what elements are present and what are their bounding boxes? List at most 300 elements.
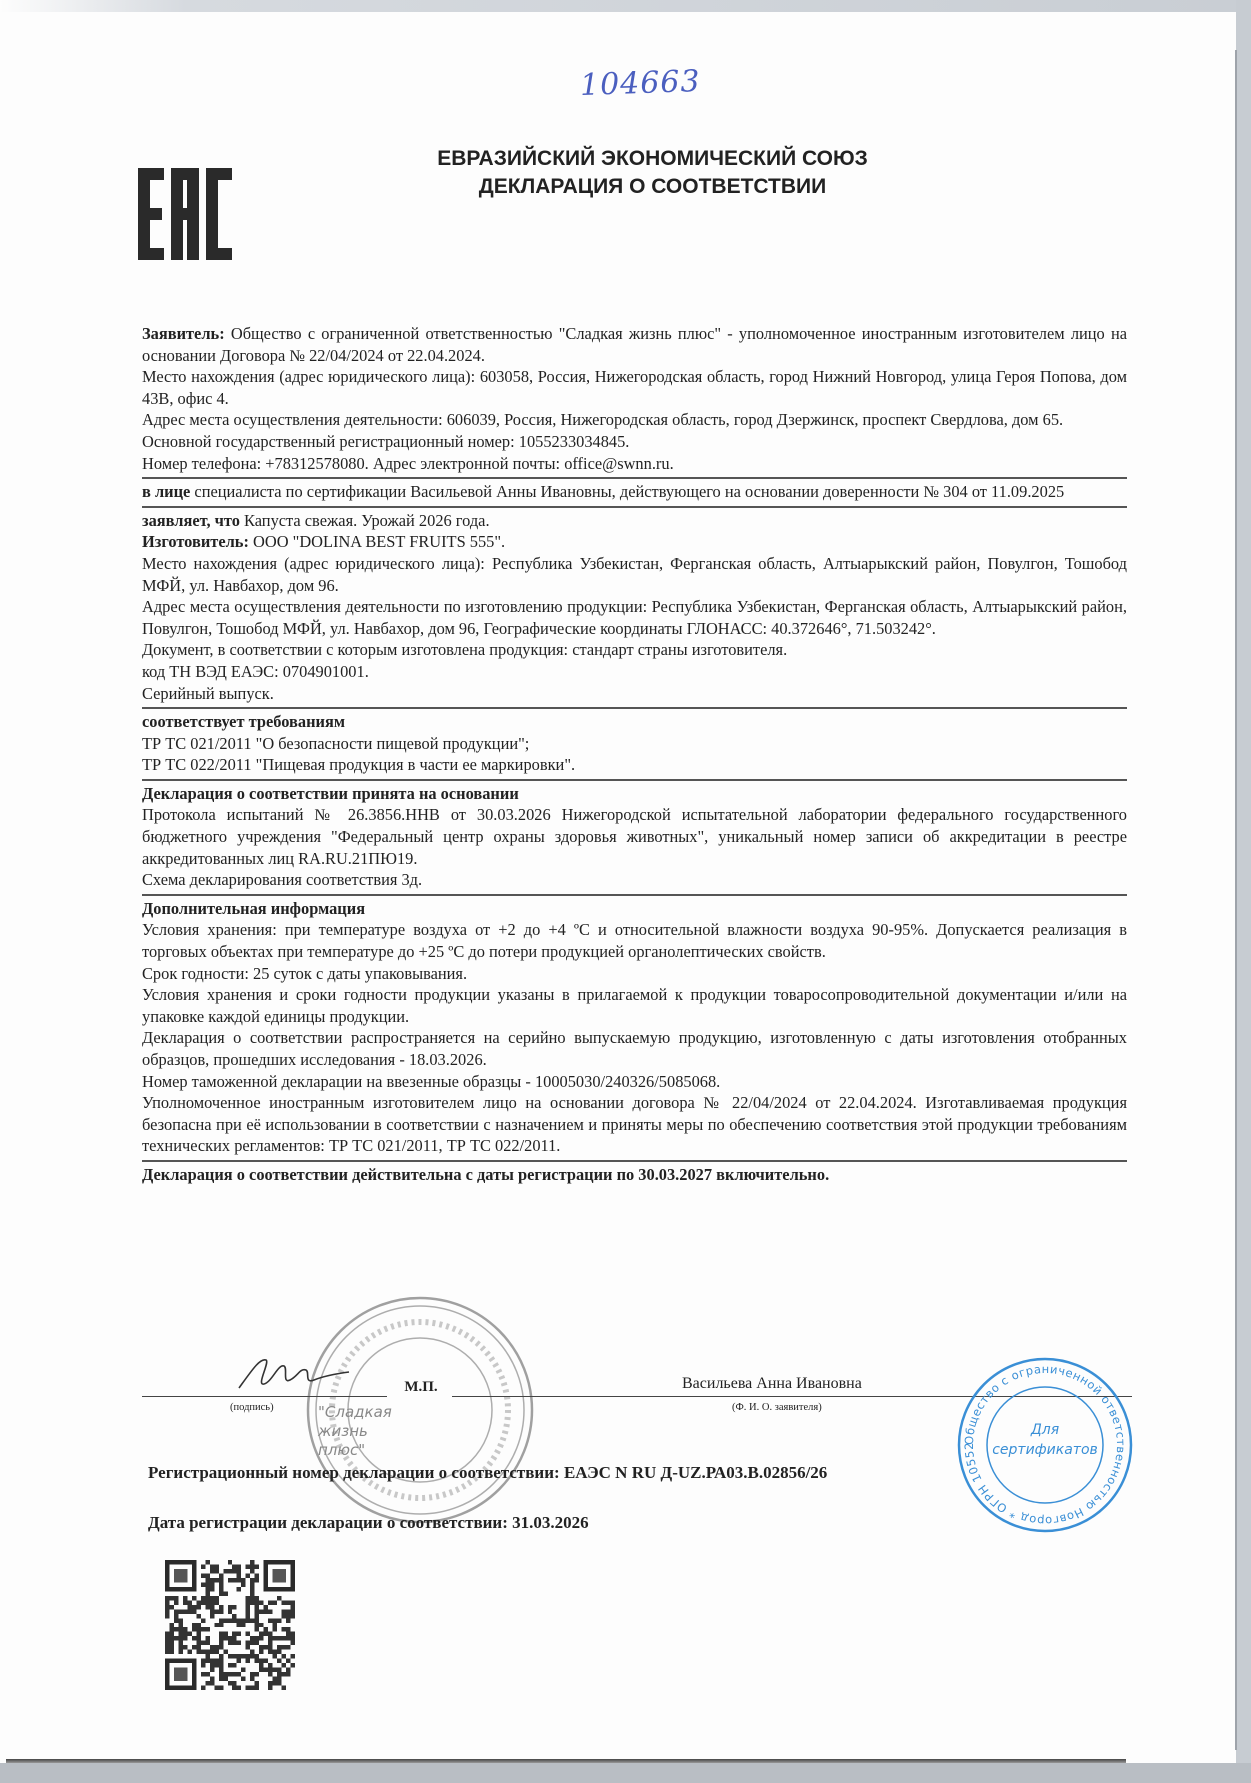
qr-module [277, 1677, 281, 1681]
qr-module [219, 1686, 223, 1690]
qr-module [237, 1564, 241, 1568]
qr-module [255, 1578, 259, 1582]
name-caption: (Ф. И. О. заявителя) [732, 1402, 822, 1413]
qr-module [268, 1636, 272, 1640]
requirements-label [142, 711, 1127, 733]
qr-module [268, 1686, 272, 1690]
qr-module [291, 1654, 295, 1658]
qr-module [246, 1632, 250, 1636]
qr-module [259, 1636, 263, 1640]
qr-module [210, 1578, 214, 1582]
qr-module [286, 1618, 290, 1622]
qr-module [255, 1573, 259, 1577]
qr-module [165, 1609, 169, 1613]
qr-module [214, 1623, 218, 1627]
qr-module [214, 1650, 218, 1654]
qr-module [205, 1591, 209, 1595]
qr-module [178, 1627, 182, 1631]
qr-module [214, 1663, 218, 1667]
qr-module [196, 1605, 200, 1609]
qr-module [228, 1663, 232, 1667]
qr-module [196, 1623, 200, 1627]
qr-module [277, 1636, 281, 1640]
representative-label: в лице [142, 482, 191, 502]
qr-module [214, 1600, 218, 1604]
qr-module [183, 1636, 187, 1640]
qr-module [205, 1596, 209, 1600]
qr-module [183, 1609, 187, 1613]
header-union: ЕВРАЗИЙСКИЙ ЭКОНОМИЧЕСКИЙ СОЮЗ [437, 147, 868, 170]
qr-module [219, 1663, 223, 1667]
applicant-ogrn: Основной государственный регистрационный номер: 1055233034845. [142, 431, 630, 451]
qr-module [232, 1632, 236, 1636]
divider [142, 506, 1127, 508]
qr-module [268, 1663, 272, 1667]
additional-heading: Дополнительная информация [142, 898, 366, 918]
qr-module [250, 1636, 254, 1640]
manufacturer-name: ООО "DOLINA BEST FRUITS 555". [253, 532, 506, 552]
qr-module [228, 1609, 232, 1613]
qr-module [210, 1609, 214, 1613]
signature-caption: (подпись) [230, 1402, 274, 1413]
qr-module [255, 1627, 259, 1631]
eac-mark-icon [138, 168, 232, 260]
applicant-text: Общество с ограниченной ответственностью "Сладкая жизнь плюс" - уполномоченное иностранным изготовителем лицо на основании Договора № 22/04/2024 от 22.04.2024. [142, 324, 1127, 365]
basis-text: Протокола испытаний № 26.3856.ННВ от 30.03.2026 Нижегородской испытательной лаборатории федерального государственного бюджетного учреждения "Федеральный центр охраны здоровья животных", уникальный номер записи об аккредитации в реестре аккредитованных лиц RA.RU.21ПЮ19. [142, 805, 1127, 868]
qr-module [178, 1632, 182, 1636]
qr-module [214, 1569, 218, 1573]
qr-module [282, 1672, 286, 1676]
qr-module [286, 1614, 290, 1618]
qr-module [273, 1650, 277, 1654]
qr-module [192, 1636, 196, 1640]
qr-module [277, 1645, 281, 1649]
qr-module [255, 1641, 259, 1645]
qr-module [196, 1636, 200, 1640]
document-header [380, 145, 925, 201]
qr-module [273, 1654, 277, 1658]
qr-module [237, 1623, 241, 1627]
qr-module [232, 1681, 236, 1685]
qr-module [183, 1645, 187, 1649]
qr-module [246, 1641, 250, 1645]
qr-module [259, 1600, 263, 1604]
qr-module [187, 1609, 191, 1613]
additional-label [142, 898, 1127, 920]
qr-module [246, 1654, 250, 1658]
qr-module [228, 1681, 232, 1685]
qr-module [169, 1632, 173, 1636]
qr-module [291, 1632, 295, 1636]
applicant-contacts: Номер телефона: +78312578080. Адрес электронной почты: office@swnn.ru. [142, 453, 674, 473]
qr-module [178, 1650, 182, 1654]
manufacturer-label: Изготовитель: [142, 532, 249, 552]
qr-module [165, 1632, 169, 1636]
qr-module [228, 1578, 232, 1582]
signature-line [142, 1396, 387, 1397]
qr-module [223, 1618, 227, 1622]
qr-module [201, 1659, 205, 1663]
qr-module [205, 1672, 209, 1676]
qr-module [246, 1600, 250, 1604]
qr-module [210, 1587, 214, 1591]
qr-module [255, 1609, 259, 1613]
qr-module [219, 1578, 223, 1582]
qr-module [178, 1623, 182, 1627]
qr-module [237, 1686, 241, 1690]
qr-module [192, 1627, 196, 1631]
qr-module [196, 1600, 200, 1604]
qr-module [169, 1636, 173, 1640]
qr-module [246, 1686, 250, 1690]
qr-module [178, 1609, 182, 1613]
qr-module [183, 1632, 187, 1636]
qr-module [250, 1686, 254, 1690]
stamp-gray-text [318, 1403, 404, 1460]
declaration-body [142, 323, 1127, 1186]
qr-module [246, 1609, 250, 1613]
manufacturer-paragraph [142, 531, 1127, 553]
qr-module [169, 1623, 173, 1627]
qr-module [169, 1641, 173, 1645]
qr-module [255, 1618, 259, 1622]
qr-module [201, 1663, 205, 1667]
qr-module [264, 1645, 268, 1649]
qr-module [255, 1654, 259, 1658]
qr-module [174, 1668, 187, 1681]
qr-module [205, 1681, 209, 1685]
scan-edge-right-line [1235, 50, 1237, 1750]
qr-module [219, 1677, 223, 1681]
qr-module [165, 1641, 169, 1645]
additional-paragraph: Декларация о соответствии распространяется на серийно выпускаемую продукцию, изготовленную с даты изготовления отобранных образцов, прошедших исследования - 18.03.2026. [142, 1028, 1127, 1069]
qr-module [187, 1600, 191, 1604]
qr-module [201, 1596, 205, 1600]
qr-module [237, 1578, 241, 1582]
qr-module [237, 1569, 241, 1573]
qr-module [169, 1605, 173, 1609]
qr-module [232, 1663, 236, 1667]
qr-module [232, 1641, 236, 1645]
qr-module [201, 1641, 205, 1645]
qr-module [214, 1578, 218, 1582]
qr-module [291, 1600, 295, 1604]
qr-module [246, 1645, 250, 1649]
qr-module [228, 1618, 232, 1622]
qr-module [210, 1677, 214, 1681]
qr-module [205, 1573, 209, 1577]
qr-module [219, 1654, 223, 1658]
stamp-blue-ring-text: Общество с ограниченной ответственностью Новгород * ОГРН 10552 [961, 1361, 1129, 1529]
qr-module [250, 1578, 254, 1582]
qr-module [246, 1573, 250, 1577]
divider [142, 1160, 1127, 1162]
qr-module [282, 1600, 286, 1604]
qr-module [219, 1672, 223, 1676]
qr-module [219, 1641, 223, 1645]
qr-module [259, 1645, 263, 1649]
qr-module [174, 1600, 178, 1604]
qr-module [196, 1645, 200, 1649]
qr-module [246, 1564, 250, 1568]
company-stamp-blue [955, 1355, 1135, 1540]
registration-date-label: Дата регистрации декларации о соответствии: [148, 1513, 508, 1532]
qr-module [268, 1672, 272, 1676]
qr-module [237, 1573, 241, 1577]
qr-module [205, 1560, 209, 1564]
qr-module [205, 1587, 209, 1591]
qr-module [228, 1605, 232, 1609]
qr-module [255, 1605, 259, 1609]
qr-module [219, 1632, 223, 1636]
qr-module [273, 1623, 277, 1627]
qr-module [219, 1668, 223, 1672]
qr-module [232, 1618, 236, 1622]
qr-module [205, 1650, 209, 1654]
scan-edge-bottom [0, 1763, 1251, 1783]
qr-module [219, 1659, 223, 1663]
qr-module [196, 1627, 200, 1631]
qr-module [174, 1636, 178, 1640]
qr-module [210, 1564, 214, 1568]
qr-module [205, 1627, 209, 1631]
qr-module [277, 1668, 281, 1672]
additional-paragraph: Уполномоченное иностранным изготовителем лицо на основании договора № 22/04/2024 от 22.04.2024. Изготавливаемая продукция безопасна при её использовании в соответствии с назначением и приняты меры по обеспечению соответствия этой продукции требованиям технических регламентов: ТР ТС 021/2011, ТР ТС 022/2011. [142, 1093, 1127, 1156]
qr-module [241, 1668, 245, 1672]
qr-module [282, 1627, 286, 1631]
qr-module [237, 1587, 241, 1591]
qr-module [237, 1672, 241, 1676]
qr-module [259, 1663, 263, 1667]
qr-module [264, 1627, 268, 1631]
qr-module [273, 1677, 277, 1681]
qr-module [219, 1645, 223, 1649]
qr-module [255, 1672, 259, 1676]
qr-module [210, 1596, 214, 1600]
qr-module [183, 1627, 187, 1631]
qr-module [250, 1618, 254, 1622]
qr-module [255, 1686, 259, 1690]
basis-label [142, 783, 1127, 805]
manufacturer-production-address: Адрес места осуществления деятельности по изготовлению продукции: Республика Узбекистан, Ферганская область, Алтыарыкский район, Повулгон, Тошобод МФЙ, ул. Навбахор, дом 96, Географические координаты ГЛОНАСС: 40.372646°, 71.503242°. [142, 597, 1127, 638]
qr-module [268, 1632, 272, 1636]
qr-module [250, 1641, 254, 1645]
qr-module [205, 1605, 209, 1609]
qr-module [192, 1623, 196, 1627]
qr-module [268, 1645, 272, 1649]
qr-module [268, 1618, 272, 1622]
qr-module [196, 1632, 200, 1636]
requirement-item: ТР ТС 022/2011 "Пищевая продукция в части ее маркировки". [142, 755, 576, 775]
qr-module [241, 1677, 245, 1681]
qr-module [210, 1600, 214, 1604]
qr-module [250, 1654, 254, 1658]
qr-module [273, 1569, 286, 1582]
requirements-heading: соответствует требованиям [142, 712, 345, 732]
qr-module [291, 1636, 295, 1640]
qr-module [232, 1686, 236, 1690]
applicant-label: Заявитель: [142, 324, 225, 343]
divider [142, 779, 1127, 781]
handwritten-number: 104663 [579, 63, 702, 104]
qr-module [291, 1663, 295, 1667]
qr-module [286, 1659, 290, 1663]
qr-module [291, 1609, 295, 1613]
qr-module [174, 1627, 178, 1631]
qr-module [268, 1609, 272, 1613]
qr-module [210, 1659, 214, 1663]
qr-module [237, 1618, 241, 1622]
qr-code[interactable] [165, 1560, 295, 1690]
product-label: заявляет, что [142, 510, 240, 530]
additional-paragraph: Условия хранения: при температуре воздуха от +2 до +4 ºС и относительной влажности воздуха 90-95%. Допускается реализация в торговых объектах при температуре до +25 ºС до потери продукцией органолептических свойств. [142, 920, 1127, 962]
qr-module [268, 1641, 272, 1645]
qr-module [259, 1623, 263, 1627]
additional-paragraph: Срок годности: 25 суток с даты упаковывания. [142, 963, 468, 983]
qr-module [246, 1618, 250, 1622]
qr-module [165, 1636, 169, 1640]
qr-module [201, 1618, 205, 1622]
qr-module [183, 1596, 187, 1600]
qr-module [273, 1668, 277, 1672]
qr-module [291, 1614, 295, 1618]
qr-module [228, 1636, 232, 1640]
qr-module [165, 1614, 169, 1618]
qr-module [277, 1672, 281, 1676]
qr-code-icon [165, 1560, 295, 1690]
qr-module [201, 1573, 205, 1577]
stamp-gray-line: "Сладкая [318, 1403, 392, 1421]
qr-module [291, 1641, 295, 1645]
scan-edge-bottom-line [6, 1759, 1126, 1763]
validity-text: Декларация о соответствии действительна с даты регистрации по 30.03.2027 включительно. [142, 1164, 830, 1184]
qr-module [259, 1609, 263, 1613]
qr-module [282, 1636, 286, 1640]
qr-module [255, 1623, 259, 1627]
qr-module [246, 1605, 250, 1609]
qr-module [178, 1645, 182, 1649]
qr-module [169, 1645, 173, 1649]
eac-letter-c [206, 168, 232, 260]
qr-module [178, 1636, 182, 1640]
qr-module [255, 1681, 259, 1685]
applicant-paragraph [142, 323, 1127, 366]
divider [142, 707, 1127, 709]
qr-module [259, 1632, 263, 1636]
qr-module [219, 1636, 223, 1640]
scan-edge-right [1236, 0, 1251, 1783]
qr-module [214, 1564, 218, 1568]
scan-edge-top [0, 0, 1236, 12]
qr-module [264, 1632, 268, 1636]
qr-module [255, 1614, 259, 1618]
qr-module [165, 1645, 169, 1649]
eac-letter-a [171, 168, 199, 260]
qr-module [241, 1578, 245, 1582]
qr-module [183, 1600, 187, 1604]
qr-module [232, 1654, 236, 1658]
qr-module [286, 1668, 290, 1672]
applicant-activity-address: Адрес места осуществления деятельности: 606039, Россия, Нижегородская область, город Дзержинск, проспект Свердлова, дом 65. [142, 410, 1064, 430]
qr-module [282, 1614, 286, 1618]
qr-module [255, 1600, 259, 1604]
qr-module [201, 1627, 205, 1631]
qr-module [246, 1659, 250, 1663]
qr-module [250, 1564, 254, 1568]
qr-module [165, 1650, 169, 1654]
qr-module [291, 1605, 295, 1609]
qr-module [237, 1659, 241, 1663]
qr-module [273, 1627, 277, 1631]
qr-module [223, 1632, 227, 1636]
qr-module [268, 1600, 272, 1604]
qr-module [201, 1600, 205, 1604]
qr-module [205, 1654, 209, 1658]
qr-module [187, 1632, 191, 1636]
qr-module [250, 1560, 254, 1564]
qr-module [196, 1641, 200, 1645]
qr-module [223, 1591, 227, 1595]
qr-module [228, 1654, 232, 1658]
qr-module [237, 1654, 241, 1658]
qr-module [268, 1668, 272, 1672]
qr-module [232, 1564, 236, 1568]
qr-module [210, 1614, 214, 1618]
registration-number-value: ЕАЭС N RU Д-UZ.РА03.В.02856/26 [563, 1463, 828, 1482]
qr-module [214, 1645, 218, 1649]
qr-module [232, 1605, 236, 1609]
qr-module [286, 1627, 290, 1631]
qr-module [273, 1681, 277, 1685]
qr-module [174, 1596, 178, 1600]
qr-module [250, 1650, 254, 1654]
additional-paragraph: Условия хранения и сроки годности продукции указаны в прилагаемой к продукции товаросопроводительной документации и/или на упаковке каждой единицы продукции. [142, 985, 1127, 1026]
divider [142, 894, 1127, 896]
qr-module [223, 1650, 227, 1654]
validity-paragraph [142, 1164, 1127, 1186]
qr-module [241, 1623, 245, 1627]
applicant-legal-address: Место нахождения (адрес юридического лица): 603058, Россия, Нижегородская область, город Нижний Новгород, улица Героя Попова, дом 43В, офис 4. [142, 367, 1127, 408]
qr-module [277, 1650, 281, 1654]
qr-module [246, 1614, 250, 1618]
additional-paragraph: Номер таможенной декларации на ввезенные образцы - 10005030/240326/5085068. [142, 1071, 721, 1091]
qr-module [201, 1686, 205, 1690]
qr-module [196, 1650, 200, 1654]
qr-module [165, 1605, 169, 1609]
registration-number [148, 1462, 827, 1484]
qr-module [255, 1564, 259, 1568]
qr-module [232, 1614, 236, 1618]
qr-module [165, 1596, 169, 1600]
qr-module [210, 1681, 214, 1685]
basis-heading: Декларация о соответствии принята на основании [142, 783, 519, 803]
qr-module [165, 1600, 169, 1604]
signature-icon [234, 1348, 354, 1399]
registration-number-label: Регистрационный номер декларации о соответствии: [148, 1463, 560, 1482]
qr-module [241, 1654, 245, 1658]
qr-module [286, 1632, 290, 1636]
qr-module [232, 1636, 236, 1640]
qr-module [174, 1569, 187, 1582]
qr-module [228, 1569, 232, 1573]
qr-module [214, 1596, 218, 1600]
qr-module [169, 1627, 173, 1631]
qr-module [201, 1582, 205, 1586]
qr-module [286, 1636, 290, 1640]
qr-module [192, 1645, 196, 1649]
qr-module [219, 1605, 223, 1609]
qr-module [219, 1623, 223, 1627]
